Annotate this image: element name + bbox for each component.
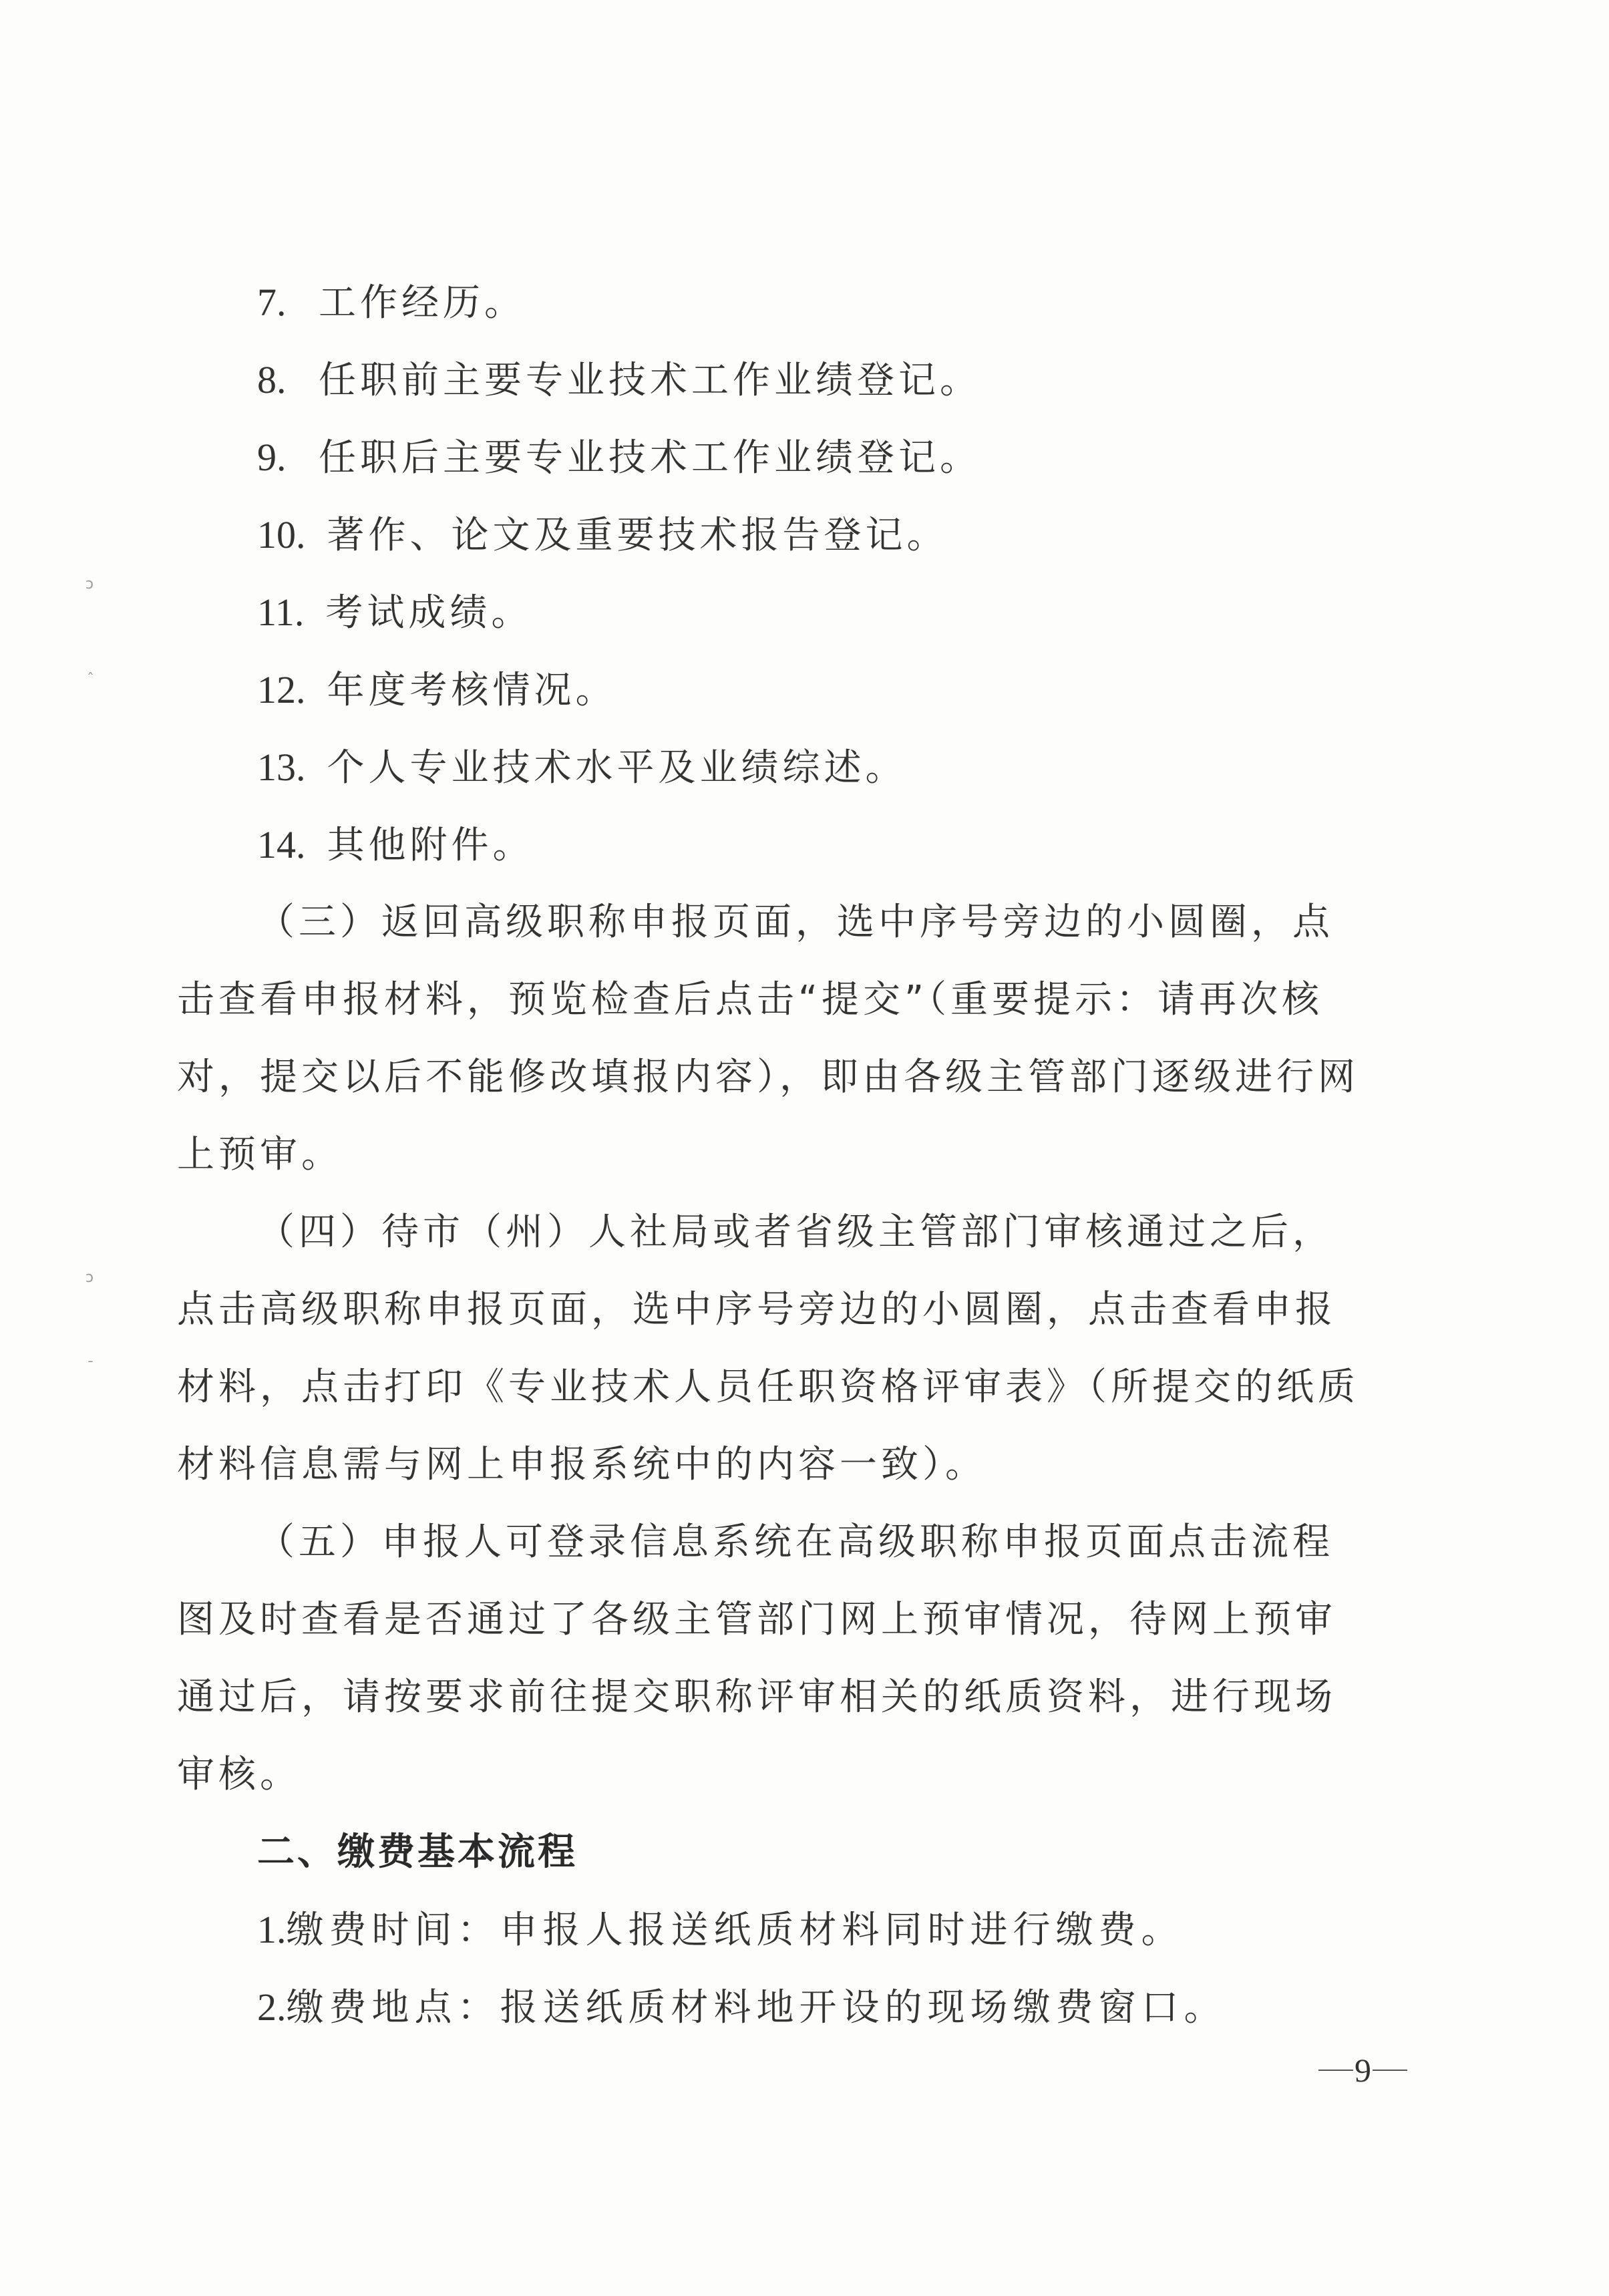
payment-item-number: 2. [257,1985,287,2029]
scan-artifact: ↄ [85,576,94,593]
paragraph-line: （五）申报人可登录信息系统在高级职称申报页面点击流程 [257,1520,1334,1564]
payment-item [177,1969,1403,2046]
payment-item-text: 缴费地点：报送纸质材料地开设的现场缴费窗口。 [286,1986,1227,2029]
paragraph-line: 击查看申报材料，预览检查后点击“提交”（重要提示：请再次核 [177,978,1324,1021]
list-item-number: 9. [257,436,287,479]
scan-artifact: ↄ [85,1269,94,1286]
paragraph-line: 材料信息需与网上申报系统中的内容一致）。 [177,1443,987,1486]
dash-right [1373,2070,1407,2071]
payment-item-number: 1. [257,1908,287,1951]
materials-list [177,264,1403,884]
scan-artifact: ˉ [87,1359,94,1376]
list-item-number: 10. [257,513,306,556]
payment-item [177,1891,1403,1969]
list-item-number: 13. [257,746,306,789]
dash-left [1318,2070,1353,2071]
paragraph-line: 图及时查看是否通过了各级主管部门网上预审情况，待网上预审 [177,1598,1336,1641]
list-item-text: 工作经历。 [319,281,526,325]
list-item [177,651,1403,729]
paragraph-line: （三）返回高级职称申报页面，选中序号旁边的小圆圈，点 [257,900,1334,944]
list-item [177,496,1403,574]
section-heading: 二、缴费基本流程 [257,1830,578,1874]
list-item-text: 年度考核情况。 [327,669,617,712]
paragraph-line: 对，提交以后不能修改填报内容），即由各级主管部门逐级进行网 [177,1055,1359,1099]
paragraph-step-5 [177,1504,1403,1814]
list-item-text: 著作、论文及重要技术报告登记。 [327,514,948,557]
list-item-number: 11. [257,591,305,634]
payment-item-text: 缴费时间：申报人报送纸质材料同时进行缴费。 [286,1909,1184,1952]
page-number-value: 9 [1355,2052,1371,2089]
payment-list [177,1891,1403,2046]
document-body [177,264,1403,2046]
paragraph-line: （四）待市（州）人社局或者省级主管部门审核通过之后， [257,1210,1334,1254]
list-item [177,264,1403,341]
list-item-text: 其他附件。 [327,824,534,867]
paragraph-line: 材料，点击打印《专业技术人员任职资格评审表》（所提交的纸质 [177,1365,1359,1409]
list-item [177,806,1403,884]
list-item-number: 14. [257,823,306,866]
list-item-number: 8. [257,358,287,401]
paragraph-line: 上预审。 [177,1133,343,1176]
list-item [177,419,1403,496]
list-item-text: 任职前主要专业技术工作业绩登记。 [319,359,981,402]
list-item [177,341,1403,419]
list-item-number: 12. [257,668,306,711]
list-item-text: 个人专业技术水平及业绩综述。 [327,746,907,790]
scan-artifact: ˆ [87,671,94,688]
paragraph-line: 点击高级职称申报页面，选中序号旁边的小圆圈，点击查看申报 [177,1288,1336,1331]
list-item [177,574,1403,651]
list-item-text: 任职后主要专业技术工作业绩登记。 [319,436,981,480]
paragraph-step-3 [177,884,1403,1194]
paragraph-step-4 [177,1194,1403,1504]
list-item-text: 考试成绩。 [325,591,533,635]
page-number [1317,2051,1409,2090]
list-item [177,729,1403,806]
paragraph-line: 审核。 [177,1753,301,1796]
paragraph-line: 通过后，请按要求前往提交职称评审相关的纸质资料，进行现场 [177,1675,1336,1719]
list-item-number: 7. [257,281,287,324]
